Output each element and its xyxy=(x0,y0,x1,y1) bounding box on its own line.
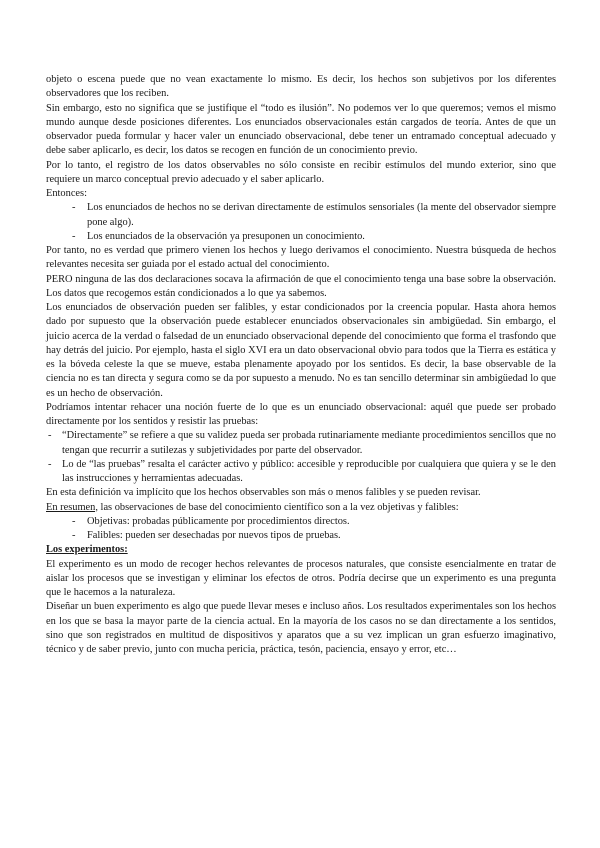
list-resumen xyxy=(46,515,556,544)
dash-marker: - xyxy=(72,515,76,527)
paragraph-falibles: Los enunciados de observación pueden ser falibles, y estar condicionados por la creencia popular. Hasta ahora hemos dado por supuesto que la observación puede establecer enunciados observacionales sin ambigüedad. Sin embargo, el juicio acerca de la verdad o falsedad de un enunciado observacional depende del conocimiento que forma el trasfondo que hay detrás del juicio. Por ejemplo, hasta el siglo XVI era un dato observacional obvio para todos que la Tierra es estática y es la bóveda celeste la que se mueve, estaba plenamente apoyado por los sentidos. Es decir, la base observable de la ciencia no es tan directa y segura como se da por supuesto a menudo. No es tan sencillo determinar sin ambigüedad lo que es un hecho de observación. xyxy=(46,302,556,399)
paragraph-por-tanto: Por tanto, no es verdad que primero vienen los hechos y luego derivamos el conocimiento. Nuestra búsqueda de hechos relevantes necesita ser guiada por el estado actual del conocimiento. xyxy=(46,245,556,271)
paragraph-experimento: El experimento es un modo de recoger hechos relevantes de procesos naturales, que consiste esencialmente en tratar de aislar los procesos que se investigan y eliminar los efectos de otros. Podría decirse que un experimento es una pregunta que le hacemos a la naturaleza. xyxy=(46,558,556,598)
list-item xyxy=(46,201,556,230)
dash-marker: - xyxy=(48,430,52,442)
list-item-text: Objetivas: probadas públicamente por procedimientos directos. xyxy=(87,515,350,527)
list-item xyxy=(46,429,556,458)
resumen-lead: En resumen, xyxy=(46,501,98,513)
resumen-rest: las observaciones de base del conocimiento científico son a la vez objetivas y falibles: xyxy=(97,501,459,513)
paragraph-entonces: Entonces: xyxy=(46,188,87,199)
paragraph-disenar: Diseñar un buen experimento es algo que puede llevar meses e incluso años. Los resultados experimentales son los hechos en los que se basa la mayor parte de la ciencia actual. En la mayoría de los casos no se dan directamente a los sentidos, sino que son registrados en multitud de dispositivos y aparatos que a su vez implican un gran esfuerzo imaginativo, técnico y de saber previo, junto con mucha pericia, práctica, tesón, paciencia, ensayo y error, etc… xyxy=(46,601,556,655)
dash-marker: - xyxy=(72,230,76,242)
list-item-text: “Directamente” se refiere a que su validez pueda ser probada rutinariamente mediante procedimientos sencillos que no tengan que recurrir a sutilezas y subjetividades por parte del observador. xyxy=(62,430,556,456)
list-item-text: Lo de “las pruebas” resalta el carácter activo y público: accesible y reproducible por cualquiera que quiera y se le den las instrucciones y herramientas adecuadas. xyxy=(62,458,556,484)
list-item xyxy=(46,230,556,244)
list-item-text: Los enunciados de la observación ya presuponen un conocimiento. xyxy=(87,230,365,242)
list-item xyxy=(46,529,556,543)
paragraph-resumen xyxy=(46,501,556,515)
paragraph-nocion-fuerte: Podríamos intentar rehacer una noción fuerte de lo que es un enunciado observacional: aquél que puede ser probado directamente por los sentidos y resistir las pruebas: xyxy=(46,401,556,427)
paragraph-subjetivos: objeto o escena puede que no vean exactamente lo mismo. Es decir, los hechos son subjetivos por los diferentes observadores que los reciben. xyxy=(46,74,556,100)
dash-marker: - xyxy=(48,458,52,470)
paragraph-definicion: En esta definición va implícito que los hechos observables son más o menos falibles y se pueden revisar. xyxy=(46,487,481,499)
paragraph-registro-datos: Por lo tanto, el registro de los datos observables no sólo consiste en recibir estímulos del mundo exterior, sino que requiere un marco conceptual previo adecuado y el saber aplicarlo. xyxy=(46,159,556,185)
paragraph-pero: PERO ninguna de las dos declaraciones socava la afirmación de que el conocimiento tenga una base sobre la observación. Los datos que recogemos están condicionados a lo que ya sabemos. xyxy=(46,273,556,299)
section-heading-experimentos: Los experimentos: xyxy=(46,544,128,556)
list-item-text: Falibles: pueden ser desechadas por nuevos tipos de pruebas. xyxy=(87,530,341,541)
dash-marker: - xyxy=(72,530,76,541)
list-pruebas xyxy=(46,429,556,486)
list-item-text: Los enunciados de hechos no se derivan directamente de estímulos sensoriales (la mente del observador siempre pone algo). xyxy=(87,202,556,228)
list-entonces xyxy=(46,201,556,244)
dash-marker: - xyxy=(72,202,76,214)
list-item xyxy=(46,515,556,529)
list-item xyxy=(46,458,556,487)
paragraph-ilusion: Sin embargo, esto no significa que se justifique el “todo es ilusión”. No podemos ver lo que queremos; vemos el mismo mundo aunque desde posiciones diferentes. Los enunciados observacionales están cargados de teoría. Antes de que un observador pueda formular y hacer valer un enunciado observacional, debe tener un entramado conceptual adecuado y debe saber aplicarlo, es decir, los datos se recogen en función de un conocimiento previo. xyxy=(46,102,556,157)
